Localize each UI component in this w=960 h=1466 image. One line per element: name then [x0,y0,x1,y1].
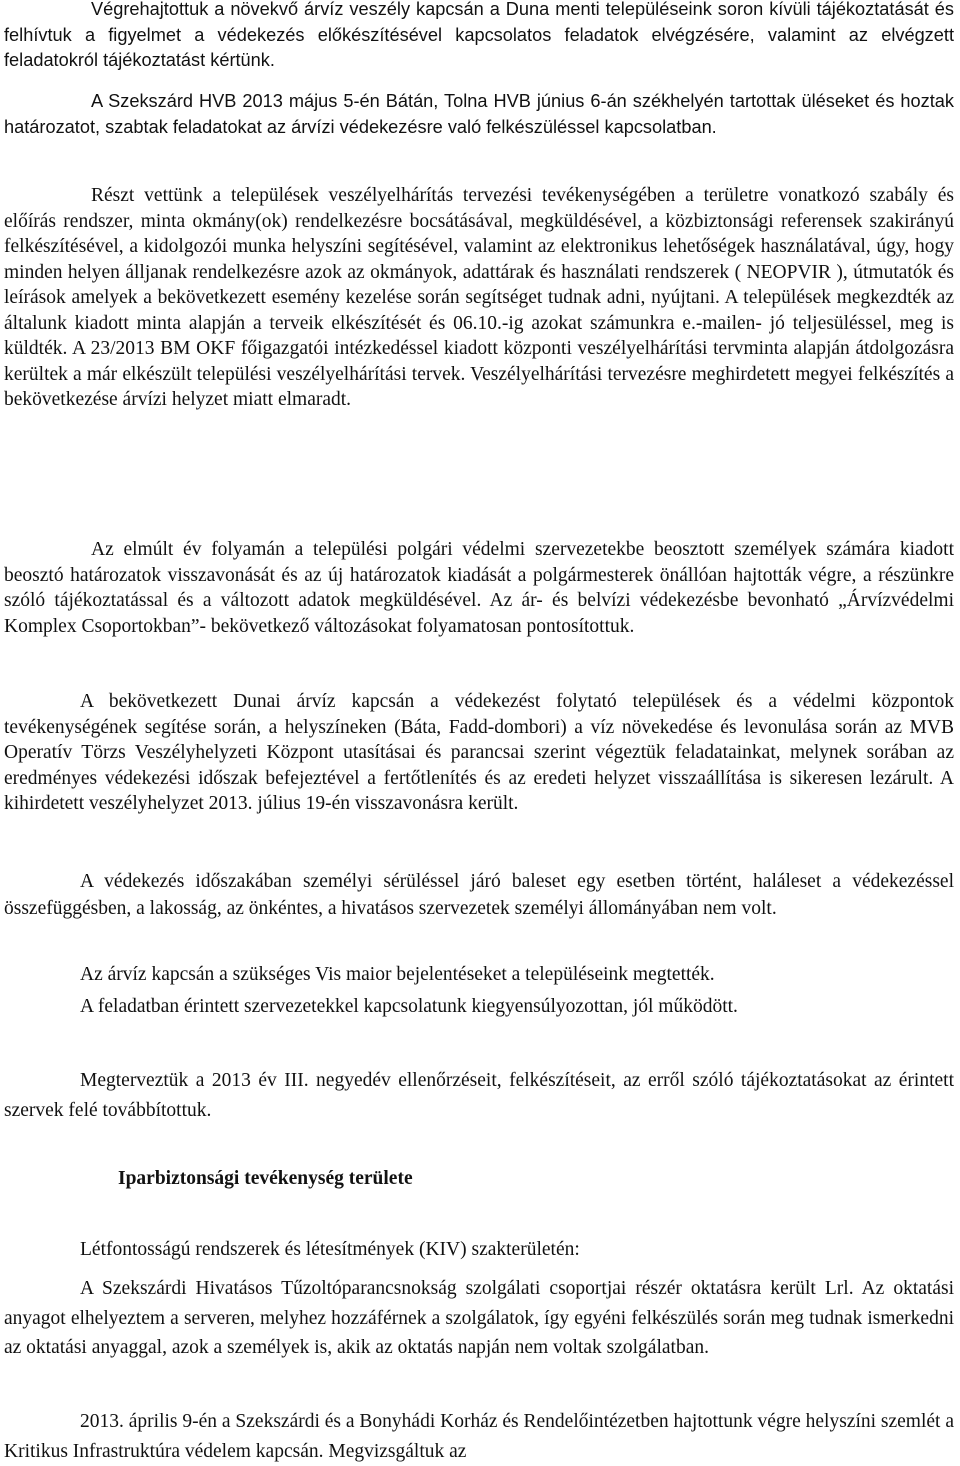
paragraph-hvb-meetings: A Szekszárd HVB 2013 május 5-én Bátán, Tolna HVB június 6-án székhelyén tartottak üléseket és hoztak határozatot, szabtak feladatokat az árvízi védekezésre való felkészüléssel kapcsolatban. [4,91,954,137]
paragraph-vis-maior: Az árvíz kapcsán a szükséges Vis maior bejelentéseket a településeink megtették. [80,964,715,985]
paragraph-injuries: A védekezés időszakában személyi sérüléssel járó baleset egy esetben történt, haláleset a védekezéssel összefüggésben, a lakosság, az önkéntes, a hivatásos szervezetek személyi állományában nem volt. [4,871,954,919]
paragraph-training: A Szekszárdi Hivatásos Tűzoltóparancsnokság szolgálati csoportjai részér oktatásra került Lrl. Az oktatási anyagot elhelyeztem a serveren, melyhez hozzáférnek a szolgálatok, így egyéni felkészülés során meg tudnak ismerkedni az oktatási anyaggal, azok a személyek is, akik az oktatás napján nem voltak szolgálatban. [4,1278,954,1359]
paragraph-kiv: Létfontosságú rendszerek és létesítmények (KIV) szakterületén: [80,1239,580,1260]
paragraph-q3-planning: Megterveztük a 2013 év III. negyedév ellenőrzéseit, felkészítéseit, az erről szóló tájékoztatásokat az érintett szervek felé továbbítottuk. [4,1070,954,1121]
paragraph-danube-flood: A bekövetkezett Dunai árvíz kapcsán a védekezést folytató települések és a védelmi központok tevékenységének segítése során, a helyszíneken (Báta, Fadd-dombori) a víz növekedése és levonulása során az MVB Operatív Törzs Veszélyhelyzeti Központ utasításai és parancsai szerint végeztük feladatainkat, melynek sorában az eredményes védekezési időszak befejeztével a fertőtlenítés és az eredeti helyzet visszaállítása is sikeresen lezárult. A kihirdetett veszélyhelyzet 2013. július 19-én visszavonásra került. [4,691,954,815]
paragraph-flood-notice: Végrehajtottuk a növekvő árvíz veszély kapcsán a Duna menti településeink soron kívüli tájékoztatását és felhívtuk a figyelmet a védekezés előkészítésével kapcsolatos feladatok elvégzésére, valamint az elvégzett feladatokról tájékoztatást kértünk. [4,0,954,70]
paragraph-hospital-inspection: 2013. április 9-én a Szekszárdi és a Bonyhádi Korház és Rendelőintézetben hajtottunk végre helyszíni szemlét a Kritikus Infrastruktúra védelem kapcsán. Megvizsgáltuk az [4,1411,954,1462]
paragraph-hazard-planning: Részt vettünk a települések veszélyelhárítás tervezési tevékenységében a területre vonatkozó szabály és előírás rendszer, minta okmány(ok) rendelkezésre bocsátásával, megküldésével, a közbiztonsági referensek szakirányú felkészítésével, a kidolgozói munka helyszíni segítésével, valamint az elektronikus lehetőségek használatával, úgy, hogy minden helyen álljanak rendelkezésre azok az okmányok, adattárak és használati rendszerek ( NEOPVIR ), útmutatók és leírások amelyek a bekövetkezett esemény kezelése során segítséget tudnak adni, nyújtani. A települések megkezdték az általunk kiadott minta alapján a terveik elkészítését és 06.10.-ig azokat számunkra e.-mailen- jó teljesüléssel, meg is küldték. A 23/2013 BM OKF főigazgatói intézkedéssel kiadott központi veszélyelhárítási tervminta alapján átdolgozásra kerültek a már elkészült települési veszélyelhárítási tervek. Veszélyelhárítási tervezésre meghirdetett megyei felkészítés a bekövetkezése árvízi helyzet miatt elmaradt. [4,185,954,410]
paragraph-civil-defence: Az elmúlt év folyamán a települési polgári védelmi szervezetekbe beosztott személyek számára kiadott beosztó határozatok visszavonását és az új határozatok kiadását a polgármesterek önállóan hajtották végre, a részünkre szóló tájékoztatással és a változott adatok megküldésével. Az ár- és belvízi védekezésbe bevonható „Árvízvédelmi Komplex Csoportokban”- bekövetkező változásokat folyamatosan pontosítottuk. [4,539,954,637]
section-heading: Iparbiztonsági tevékenység területe [118,1168,413,1189]
paragraph-cooperation: A feladatban érintett szervezetekkel kapcsolatunk kiegyensúlyozottan, jól működött. [80,996,738,1017]
